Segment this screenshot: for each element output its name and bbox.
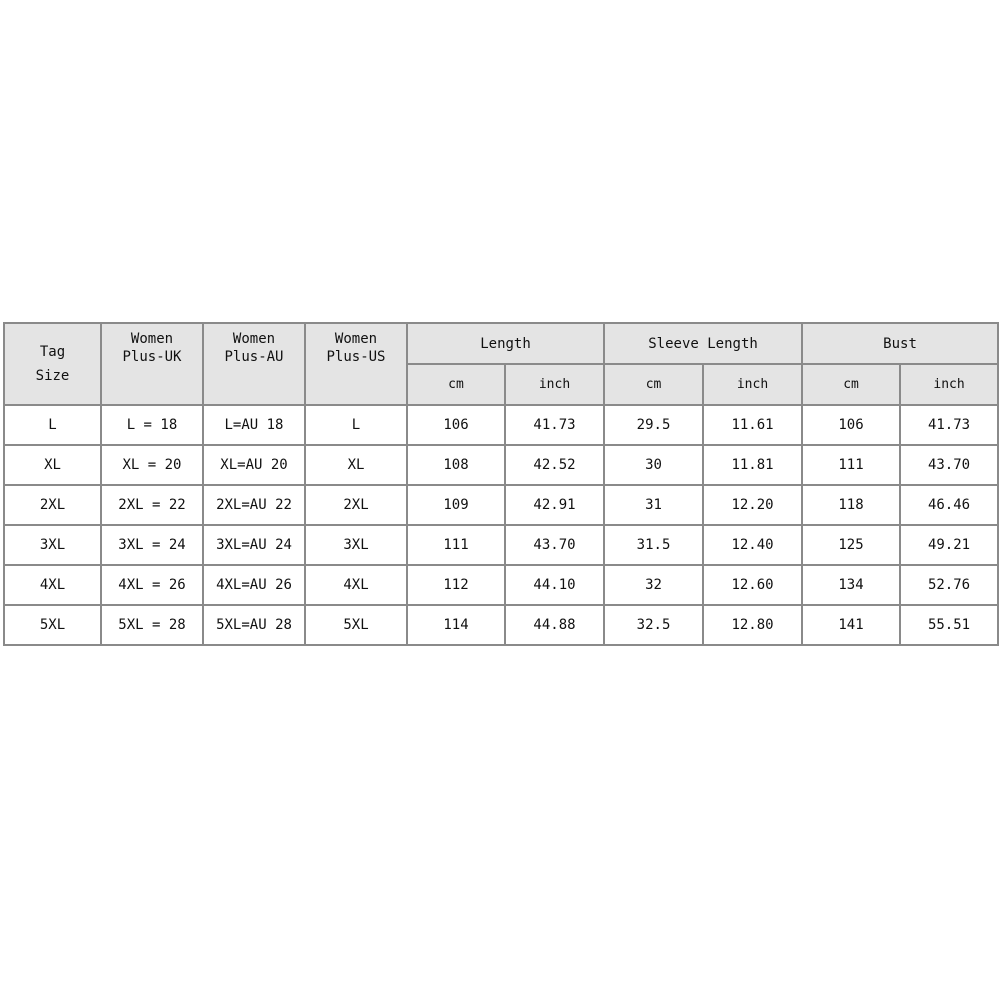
cell-bust-cm: 111	[802, 445, 900, 485]
header-sleeve-length: Sleeve Length	[604, 323, 802, 364]
header-au-line1: Women	[232, 331, 276, 347]
cell-bust-cm: 118	[802, 485, 900, 525]
header-au-line2: Plus-AU	[224, 349, 284, 365]
cell-length-inch: 43.70	[505, 525, 604, 565]
header-tag-size-line2: Size	[35, 368, 70, 384]
cell-bust-cm: 141	[802, 605, 900, 645]
cell-tag-size: 3XL	[4, 525, 101, 565]
cell-au-size: 4XL=AU 26	[203, 565, 305, 605]
header-unit-length-cm: cm	[407, 364, 505, 405]
cell-bust-cm: 125	[802, 525, 900, 565]
header-unit-bust-cm: cm	[802, 364, 900, 405]
cell-bust-cm: 106	[802, 405, 900, 445]
cell-length-inch: 42.52	[505, 445, 604, 485]
cell-us-size: XL	[305, 445, 407, 485]
cell-us-size: 4XL	[305, 565, 407, 605]
cell-au-size: 5XL=AU 28	[203, 605, 305, 645]
cell-us-size: 2XL	[305, 485, 407, 525]
cell-au-size: 2XL=AU 22	[203, 485, 305, 525]
cell-length-inch: 41.73	[505, 405, 604, 445]
header-row-groups	[4, 323, 998, 364]
cell-bust-inch: 49.21	[900, 525, 998, 565]
cell-length-cm: 114	[407, 605, 505, 645]
header-us-line1: Women	[334, 331, 378, 347]
cell-tag-size: 2XL	[4, 485, 101, 525]
cell-us-size: 3XL	[305, 525, 407, 565]
header-unit-length-inch: inch	[505, 364, 604, 405]
size-chart-table	[3, 322, 999, 646]
cell-bust-inch: 43.70	[900, 445, 998, 485]
cell-length-inch: 44.88	[505, 605, 604, 645]
header-uk-line2: Plus-UK	[122, 349, 182, 365]
table-row	[4, 485, 998, 525]
cell-sleeve-cm: 29.5	[604, 405, 703, 445]
table-row	[4, 525, 998, 565]
header-uk-line1: Women	[130, 331, 174, 347]
header-women-plus-us	[305, 323, 407, 405]
header-women-plus-uk	[101, 323, 203, 405]
cell-uk-size: XL = 20	[101, 445, 203, 485]
header-bust: Bust	[802, 323, 998, 364]
table-header	[4, 323, 998, 405]
cell-length-cm: 108	[407, 445, 505, 485]
cell-au-size: XL=AU 20	[203, 445, 305, 485]
cell-sleeve-inch: 11.61	[703, 405, 802, 445]
header-women-plus-au	[203, 323, 305, 405]
cell-length-cm: 109	[407, 485, 505, 525]
cell-au-size: L=AU 18	[203, 405, 305, 445]
table-row	[4, 565, 998, 605]
cell-bust-cm: 134	[802, 565, 900, 605]
cell-sleeve-inch: 12.40	[703, 525, 802, 565]
cell-length-cm: 112	[407, 565, 505, 605]
header-unit-sleeve-inch: inch	[703, 364, 802, 405]
cell-bust-inch: 55.51	[900, 605, 998, 645]
cell-uk-size: 3XL = 24	[101, 525, 203, 565]
cell-tag-size: 4XL	[4, 565, 101, 605]
header-unit-bust-inch: inch	[900, 364, 998, 405]
table-row	[4, 405, 998, 445]
header-tag-size-line1: Tag	[39, 344, 66, 360]
cell-uk-size: 5XL = 28	[101, 605, 203, 645]
cell-au-size: 3XL=AU 24	[203, 525, 305, 565]
cell-sleeve-cm: 31.5	[604, 525, 703, 565]
cell-length-cm: 111	[407, 525, 505, 565]
cell-uk-size: 2XL = 22	[101, 485, 203, 525]
table-row	[4, 445, 998, 485]
cell-sleeve-inch: 12.80	[703, 605, 802, 645]
header-us-line2: Plus-US	[326, 349, 386, 365]
cell-us-size: 5XL	[305, 605, 407, 645]
cell-bust-inch: 46.46	[900, 485, 998, 525]
cell-tag-size: XL	[4, 445, 101, 485]
cell-sleeve-cm: 32	[604, 565, 703, 605]
cell-sleeve-inch: 12.60	[703, 565, 802, 605]
cell-length-inch: 42.91	[505, 485, 604, 525]
table-row	[4, 605, 998, 645]
table-body	[4, 405, 998, 645]
cell-sleeve-inch: 11.81	[703, 445, 802, 485]
cell-length-cm: 106	[407, 405, 505, 445]
cell-sleeve-cm: 31	[604, 485, 703, 525]
cell-tag-size: L	[4, 405, 101, 445]
cell-length-inch: 44.10	[505, 565, 604, 605]
cell-uk-size: L = 18	[101, 405, 203, 445]
header-unit-sleeve-cm: cm	[604, 364, 703, 405]
cell-bust-inch: 41.73	[900, 405, 998, 445]
cell-sleeve-cm: 30	[604, 445, 703, 485]
cell-sleeve-cm: 32.5	[604, 605, 703, 645]
cell-sleeve-inch: 12.20	[703, 485, 802, 525]
cell-bust-inch: 52.76	[900, 565, 998, 605]
header-tag-size	[4, 323, 101, 405]
cell-uk-size: 4XL = 26	[101, 565, 203, 605]
header-length: Length	[407, 323, 604, 364]
cell-tag-size: 5XL	[4, 605, 101, 645]
cell-us-size: L	[305, 405, 407, 445]
